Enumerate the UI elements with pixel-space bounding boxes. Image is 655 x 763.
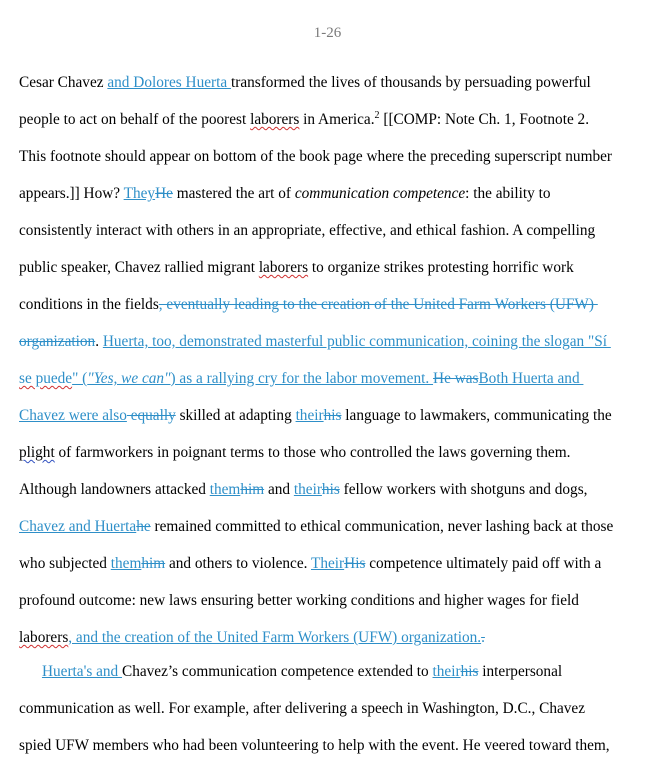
text-run: language to lawmakers, communicating the (341, 407, 612, 424)
inserted-text: Their (311, 555, 345, 572)
text-run: to organize strikes protesting horrific work (308, 259, 574, 276)
inserted-text: their (293, 481, 322, 498)
text-run: Although landowners attacked (19, 481, 210, 498)
footnote-reference: 2 (374, 109, 380, 121)
text-run: interpersonal (478, 663, 563, 680)
text-run: competence ultimately paid off with a (365, 555, 602, 572)
inserted-text: them (110, 555, 142, 572)
inserted-text: Chavez were also (19, 407, 127, 424)
inserted-text: them (209, 481, 241, 498)
text-run: communication as well. For example, after delivering a speech in Washington, D.C., Chavez (19, 700, 586, 717)
text-run: fellow workers with shotguns and dogs, (339, 481, 588, 498)
text-run: . (95, 333, 103, 350)
text-run: conditions in the fields (19, 296, 159, 313)
deleted-text: his (460, 663, 479, 680)
text-run: in America. (299, 111, 375, 128)
text-run: and (264, 481, 294, 498)
text-run: spied UFW members who had been volunteering to help with the event. He veered toward them, (19, 737, 610, 754)
deleted-text: equally (126, 407, 176, 424)
text-line (19, 517, 613, 537)
text-line (19, 73, 591, 93)
text-line (19, 295, 598, 315)
deleted-text: him (240, 481, 265, 498)
deleted-text: he (136, 518, 151, 535)
inserted-text: " ( (72, 370, 88, 387)
page-number: 1-26 (313, 25, 342, 41)
text-line (19, 147, 612, 167)
inserted-text: Huerta, too, demonstrated masterful public communication, coining the slogan "Sí (102, 333, 611, 350)
text-run: : the ability to (465, 185, 551, 202)
text-run: mastered the art of (172, 185, 295, 202)
text-run: profound outcome: new laws ensuring better working conditions and higher wages for field (19, 592, 579, 609)
inserted-text: their (295, 407, 324, 424)
text-line (19, 406, 612, 426)
text-line (19, 662, 562, 682)
text-run: public speaker, Chavez rallied migrant (19, 259, 259, 276)
inserted-text: se puede (19, 370, 73, 387)
text-run: consistently interact with others in an appropriate, effective, and ethical fashion. A compelling (19, 222, 596, 239)
text-run: Cesar Chavez (19, 74, 108, 91)
deleted-text: his (323, 407, 342, 424)
text-line (19, 591, 579, 611)
deleted-text: his (321, 481, 340, 498)
text-run: of farmworkers in poignant terms to those who controlled the laws governing them. (54, 444, 571, 461)
text-line (19, 332, 611, 352)
inserted-text: Both Huerta and (478, 370, 584, 387)
text-line (19, 628, 485, 648)
text-line (19, 554, 601, 574)
text-line (19, 110, 589, 130)
inserted-text: and Dolores Huerta (107, 74, 231, 91)
inserted-text: Huerta's and (41, 663, 123, 680)
text-run: skilled at adapting (175, 407, 296, 424)
text-run: and others to violence. (165, 555, 312, 572)
text-line (19, 258, 574, 278)
text-run: appears.]] How? (19, 185, 124, 202)
text-line (19, 443, 570, 463)
deleted-text: He (155, 185, 173, 202)
text-run: [[COMP: Note Ch. 1, Footnote 2. (379, 111, 590, 128)
text-line (19, 480, 587, 500)
text-run: communication competence (294, 185, 466, 202)
text-run: who subjected (19, 555, 111, 572)
inserted-text: They (123, 185, 156, 202)
text-run: transformed the lives of thousands by persuading powerful (230, 74, 591, 91)
deleted-text: organization (19, 333, 96, 350)
inserted-text: their (432, 663, 461, 680)
text-run: Chavez’s communication competence extended to (122, 663, 433, 680)
inserted-text: Chavez and Huerta (19, 518, 137, 535)
spellcheck-flagged-word: laborers (250, 111, 300, 128)
text-line (19, 736, 610, 756)
deleted-text: him (141, 555, 166, 572)
text-run (19, 663, 42, 680)
spellcheck-flagged-word: laborers (258, 259, 309, 276)
text-line (19, 184, 551, 204)
spellcheck-flagged-word: laborers (19, 629, 69, 646)
spellcheck-flagged-word: plight (19, 444, 55, 461)
text-run: This footnote should appear on bottom of the book page where the preceding superscript number (19, 148, 613, 165)
deleted-text: He was (433, 370, 479, 387)
text-line (19, 699, 585, 719)
deleted-text: , eventually leading to the creation of the United Farm Workers (UFW) (158, 296, 598, 313)
inserted-text: ) as a rallying cry for the labor movement. (170, 370, 434, 387)
inserted-text: , and the creation of the United Farm Workers (UFW) organization. (68, 629, 482, 646)
deleted-text: . (481, 629, 485, 646)
text-line (19, 221, 595, 241)
text-run: people to act on behalf of the poorest (19, 111, 251, 128)
deleted-text: His (344, 555, 366, 572)
text-run: remained committed to ethical communication, never lashing back at those (150, 518, 614, 535)
text-line (19, 369, 583, 389)
inserted-text: "Yes, we can" (87, 370, 171, 387)
